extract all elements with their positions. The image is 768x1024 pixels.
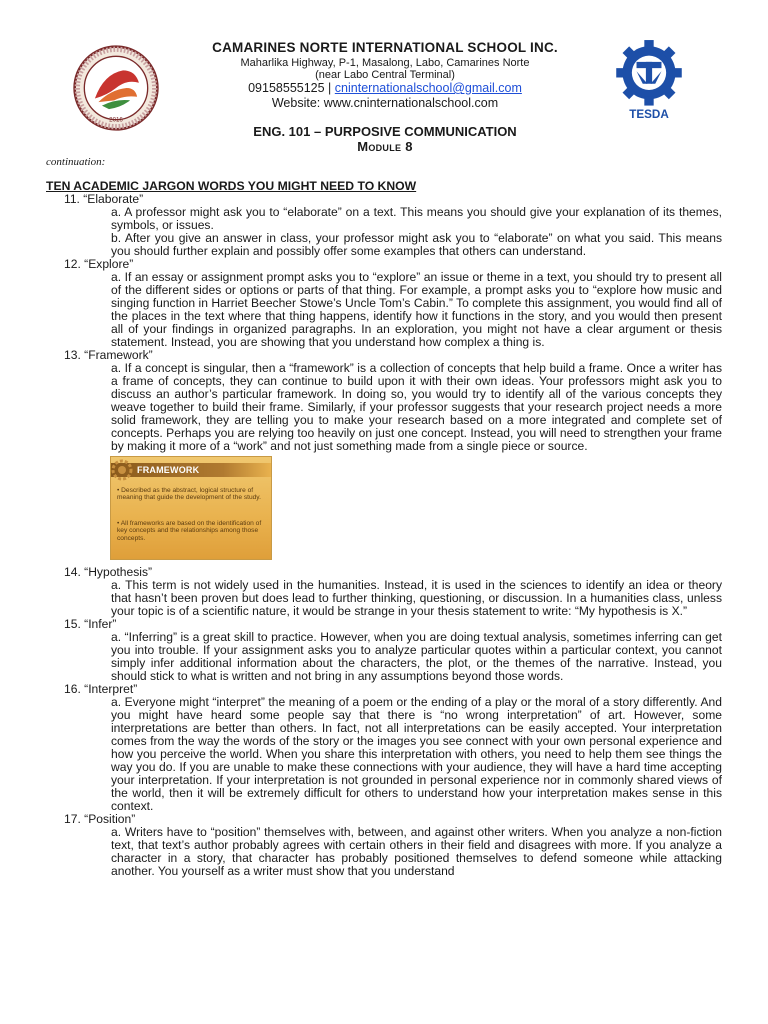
course-title: ENG. 101 – PURPOSIVE COMMUNICATION: [253, 124, 517, 139]
tesda-logo: [610, 40, 688, 122]
tesda-label: TESDA: [629, 108, 669, 122]
term-paragraph: a. Writers have to “position” themselves with, between, and against other writers. When you analyze a non-fiction text, that text’s author probably agrees with certain others in their field and disagrees with more. If you analyze a character in a story, that character has probably positioned themselves to defend someone while attacking another. You yourself as a writer must show that you understand: [111, 825, 722, 878]
school-seal-logo: [72, 44, 160, 132]
term-title: 15. “Infer”: [64, 617, 117, 631]
continuation-note: continuation:: [46, 156, 106, 168]
phone-number: 09158555125 |: [248, 81, 332, 95]
school-name: CAMARINES NORTE INTERNATIONAL SCHOOL INC.: [212, 40, 558, 55]
module-label: Module 8: [357, 139, 413, 154]
term-paragraph: b. After you give an answer in class, your professor might ask you to “elaborate” on what you said. This means you should further explain and possibly offer some examples that others can understand.: [111, 231, 722, 258]
term-title: 17. “Position”: [64, 812, 136, 826]
framework-bullet: • All frameworks are based on the identification of key concepts and the relationships among those concepts.: [117, 520, 262, 542]
seal-year: 2016: [109, 116, 123, 124]
term-paragraph: a. If a concept is singular, then a “framework” is a collection of concepts that help build a frame. Once a writer has a frame of concepts, they can continue to build upon it with their own ideas. Your professors might ask you to discuss an author’s particular framework. In doing so, you would try to identify all of the various concepts they weave together to build their frame. Similarly, if your professor suggests that your research project needs a more solid framework, they are telling you to make your research based on a more integrated and complete set of concepts. Perhaps you are relying too heavily on just one concept. Instead, you will need to strengthen your frame by making it more of a “work” and not just something made from a single piece or source.: [111, 361, 722, 453]
term-title: 13. “Framework”: [64, 348, 153, 362]
term-paragraph: a. “Inferring” is a great skill to practice. However, when you are doing textual analysis, sometimes inferring can get you into trouble. If your assignment asks you to analyze particular quotes within a particular context, you cannot simply infer additional information about the characters, the plot, or the themes of the narrative. Instead, you should stick to what is written and not bring in any assumptions beyond those words.: [111, 630, 722, 683]
framework-bullet: • Described as the abstract, logical structure of meaning that guide the development of the study.: [117, 487, 261, 502]
school-address-note: (near Labo Central Terminal): [315, 69, 455, 81]
term-title: 12. “Explore”: [64, 257, 134, 271]
website-line: Website: www.cninternationalschool.com: [271, 96, 499, 110]
term-title: 14. “Hypothesis”: [64, 565, 153, 579]
school-address: Maharlika Highway, P-1, Masalong, Labo, Camarines Norte: [240, 57, 530, 69]
framework-figure: [110, 456, 272, 560]
term-paragraph: a. A professor might ask you to “elaborate” on a text. This means you should give your explanation of its themes, symbols, or issues.: [111, 205, 722, 232]
term-title: 11. “Elaborate”: [64, 192, 144, 206]
framework-figure-title: FRAMEWORK: [137, 465, 200, 475]
email-link[interactable]: cninternationalschool@gmail.com: [334, 81, 522, 95]
contact-line: [170, 81, 600, 95]
document-body: [46, 193, 722, 878]
term-paragraph: a. This term is not widely used in the humanities. Instead, it is used in the sciences to identify an idea or theory that hasn’t been proven but does lead to further thinking, questioning, or discussion. In a humanities class, unless your topic is of a scientific nature, it would be strange in your thesis statement to write: “My hypothesis is X.”: [111, 578, 722, 618]
gear-decoration-icon: [110, 456, 137, 485]
term-title: 16. “Interpret”: [64, 682, 138, 696]
section-title: TEN ACADEMIC JARGON WORDS YOU MIGHT NEED TO KNOW: [46, 179, 417, 193]
term-paragraph: a. If an essay or assignment prompt asks you to “explore” an issue or theme in a text, you should try to present all of the different sides or options or parts of that thing. For example, a prompt asks you to “explore how music and singing function in Harriet Beecher Stowe’s Uncle Tom’s Cabin.” To complete this assignment, you would find all of the places in the text where that thing happens, identify how it functions in the story, and you would then present all of your findings in organized paragraphs. In an exploration, you might not have a clear argument or thesis statement. Instead, you are showing that you understand how complex a thing is.: [111, 270, 722, 349]
term-paragraph: a. Everyone might “interpret” the meaning of a poem or the ending of a play or the moral of a story differently. And you might have heard some people say that there is “no wrong interpretation” of art. However, some interpretations are better than others. In fact, not all interpretations can be easily accepted. Your interpretation comes from the way the words of the story or the images you see connect with your own personal experience and how you perceive the world. When you share this interpretation with others, you need to help them see things the way you do. If you are unable to make these connections with your audience, they will have a hard time accepting your interpretation. If your interpretation is not grounded in personal experience nor in commonly shared views of the world, then it will be extremely difficult for others to understand how your interpretation makes sense in this context.: [111, 695, 722, 813]
